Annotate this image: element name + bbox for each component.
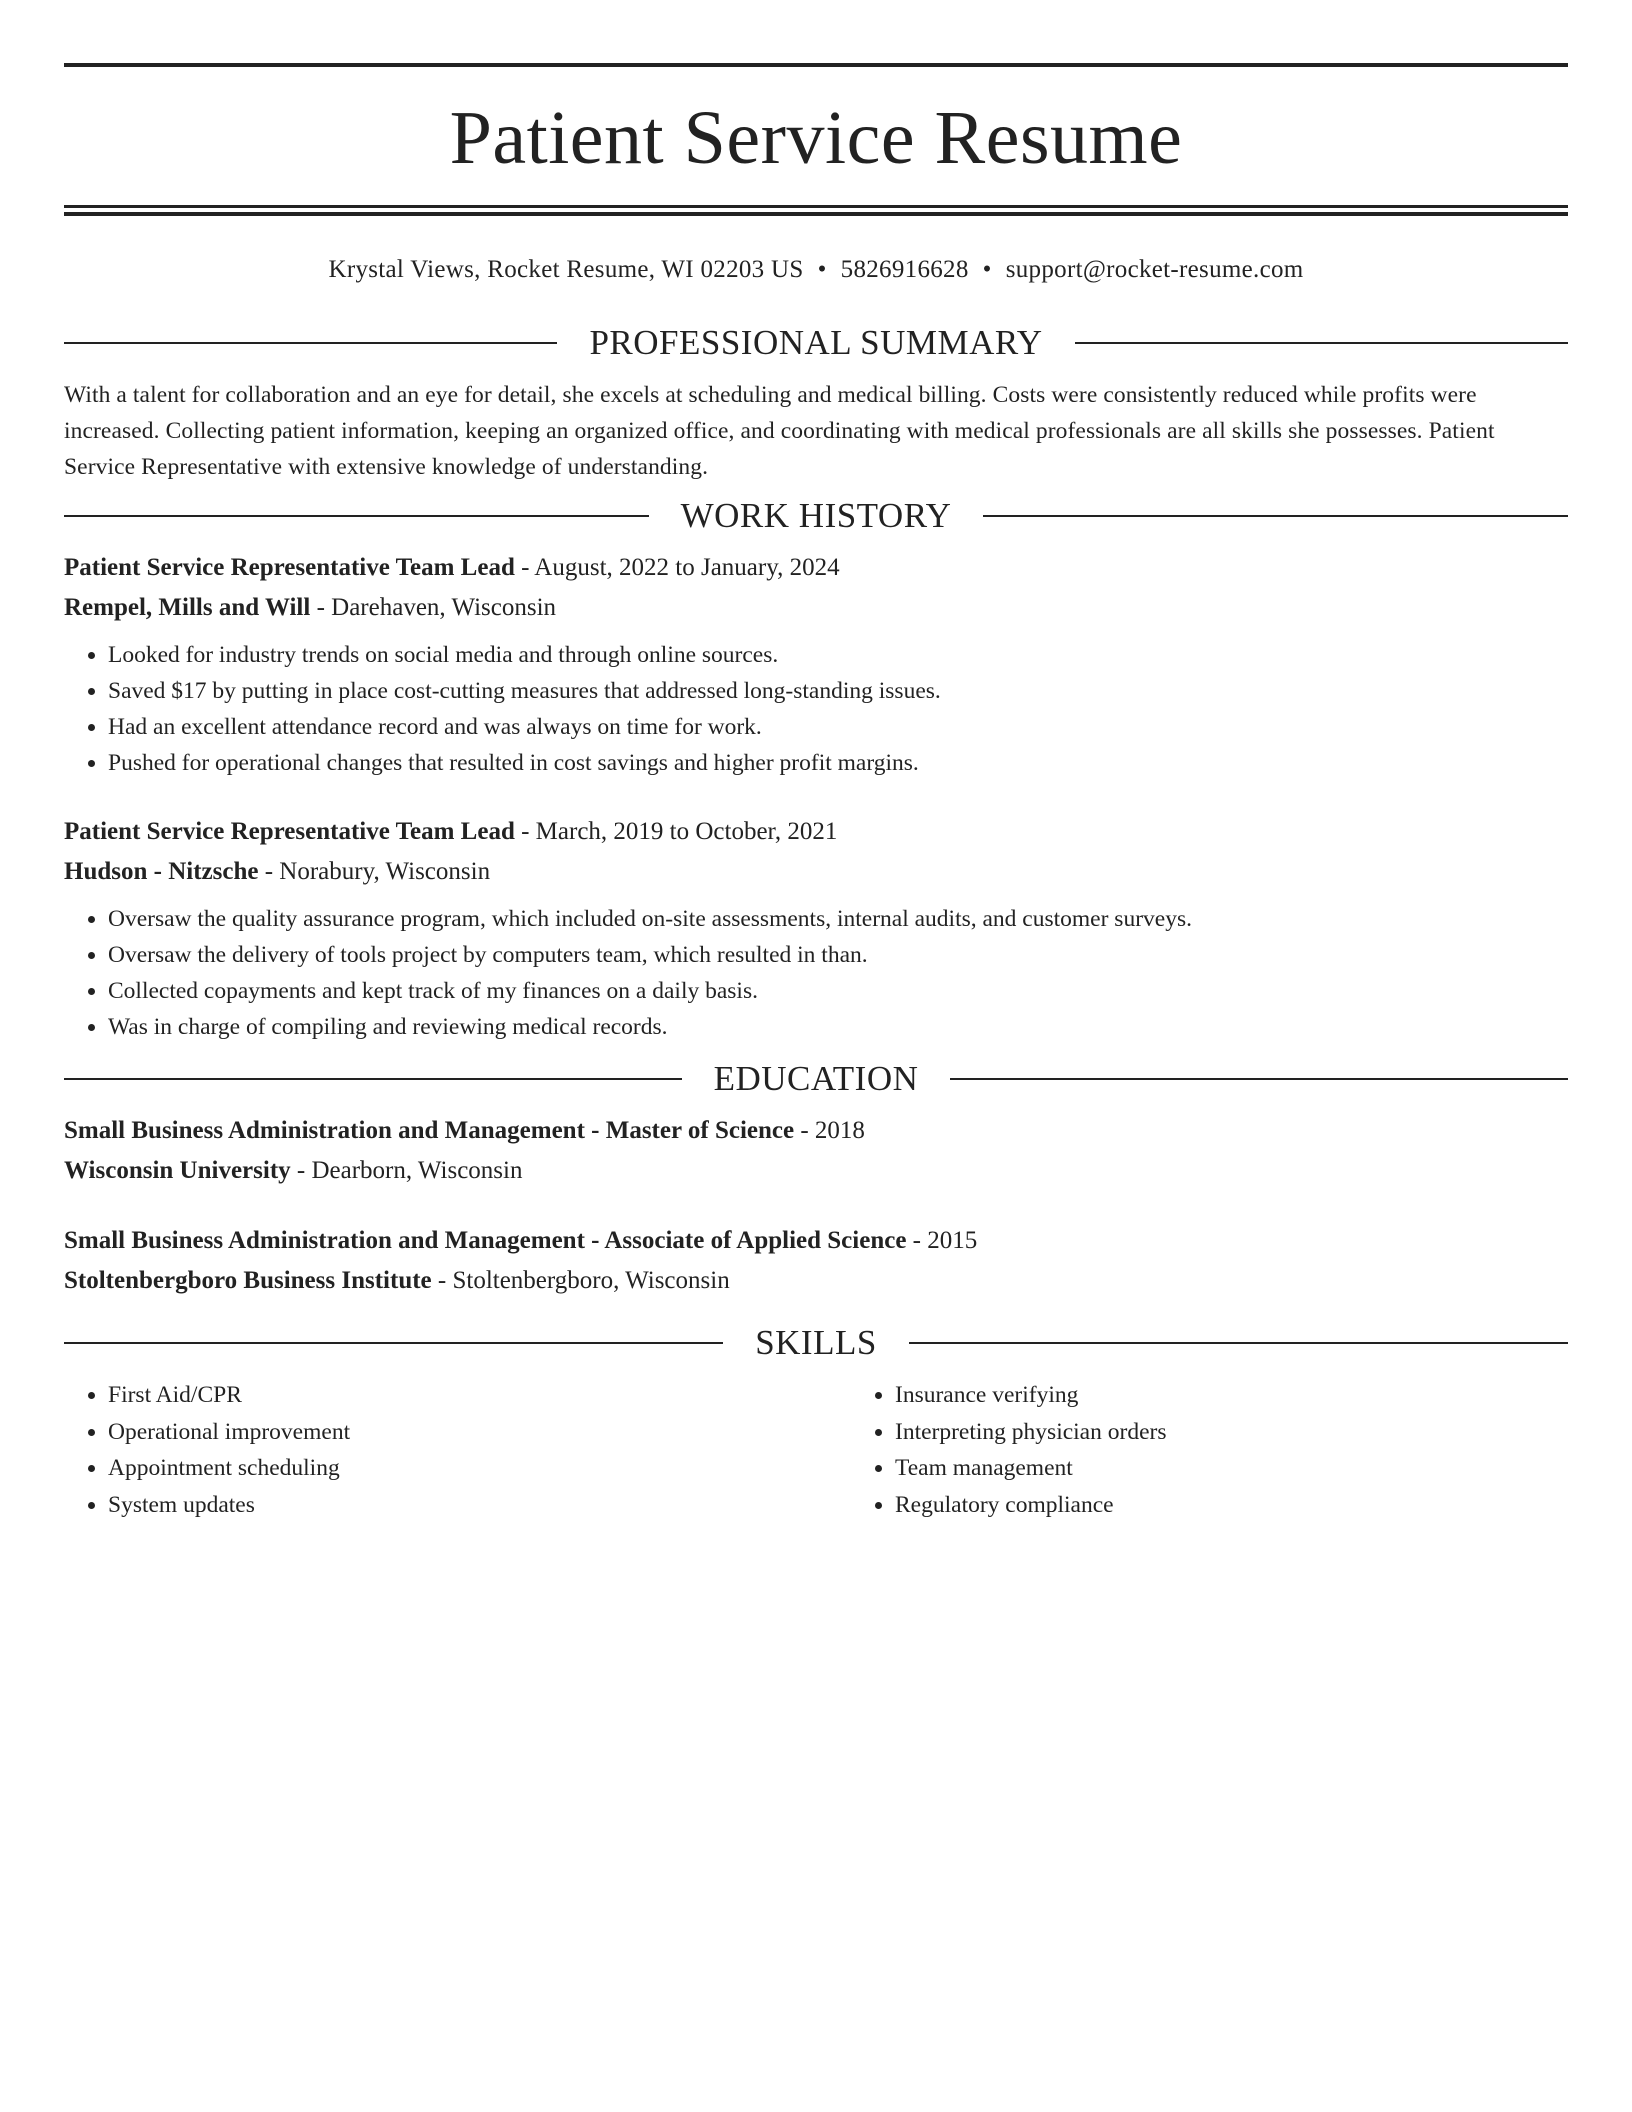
work-heading-label: WORK HISTORY: [680, 496, 952, 535]
contact-address: Krystal Views, Rocket Resume, WI 02203 US: [328, 256, 804, 283]
job-bullet: • Was in charge of compiling and reviewing medical records.: [108, 1009, 1568, 1045]
job-title: Patient Service Representative Team Lead: [64, 554, 515, 581]
job-location: Darehaven, Wisconsin: [331, 594, 557, 621]
school-location: Dearborn, Wisconsin: [311, 1157, 523, 1184]
job-entry: [64, 548, 1568, 781]
contact-email: support@rocket-resume.com: [1005, 256, 1304, 283]
job-dates: August, 2022 to January, 2024: [534, 554, 840, 581]
heading-rule: [64, 342, 557, 344]
skill-item: • Interpreting physician orders: [895, 1414, 1632, 1451]
school: Stoltenbergboro Business Institute: [64, 1267, 432, 1294]
job-company: Rempel, Mills and Will: [64, 594, 311, 621]
job-dates: March, 2019 to October, 2021: [535, 818, 838, 845]
top-rule: [64, 63, 1568, 67]
degree-year: 2018: [814, 1117, 865, 1144]
heading-rule: [64, 1342, 723, 1344]
job-title: Patient Service Representative Team Lead: [64, 818, 515, 845]
job-title-line: Patient Service Representative Team Lead - August, 2022 to January, 2024: [64, 554, 840, 581]
job-company-line: Hudson - Nitzsche - Norabury, Wisconsin: [64, 858, 491, 885]
summary-text: With a talent for collaboration and an eye for detail, she excels at scheduling and medical billing. Costs were consistently reduced while profits were increased. Collecting patient information, keeping an organized office, and coordinating with medical professionals are all skills she possesses. Patient Service Representative with extensive knowledge of understanding.: [64, 382, 1495, 480]
heading-rule: [64, 515, 649, 517]
skill-item: • Operational improvement: [108, 1414, 851, 1451]
work-heading: [64, 496, 1568, 536]
degree: Small Business Administration and Management - Master of Science: [64, 1117, 795, 1144]
education-heading-label: EDUCATION: [713, 1059, 919, 1098]
school: Wisconsin University: [64, 1157, 291, 1184]
skills-list-right: [851, 1377, 1632, 1523]
heading-rule: [64, 1078, 682, 1080]
skills-heading-label: SKILLS: [755, 1323, 877, 1362]
job-bullet: • Oversaw the quality assurance program, which included on-site assessments, internal audits, and customer surveys.: [108, 901, 1568, 937]
contact-phone: 5826916628: [840, 256, 969, 283]
skill-item: • Insurance verifying: [895, 1377, 1632, 1414]
school-line: Stoltenbergboro Business Institute - Stoltenbergboro, Wisconsin: [64, 1267, 730, 1294]
heading-rule: [983, 515, 1568, 517]
education-entry: [64, 1111, 1568, 1191]
contact-separator: •: [817, 256, 827, 283]
job-bullet: • Saved $17 by putting in place cost-cutting measures that addressed long-standing issues.: [108, 673, 1568, 709]
double-rule: [64, 205, 1568, 216]
resume-title: Patient Service Resume: [449, 96, 1183, 180]
resume-page: [64, 63, 1568, 1523]
school-location: Stoltenbergboro, Wisconsin: [452, 1267, 730, 1294]
heading-rule: [909, 1342, 1568, 1344]
summary-heading-label: PROFESSIONAL SUMMARY: [589, 323, 1043, 362]
degree-year: 2015: [927, 1227, 978, 1254]
job-bullets: [64, 637, 1568, 781]
skills-list-left: [64, 1377, 851, 1523]
job-bullet: • Oversaw the delivery of tools project by computers team, which resulted in than.: [108, 937, 1568, 973]
heading-rule: [950, 1078, 1568, 1080]
job-bullets: [64, 901, 1568, 1045]
skills-heading: [64, 1323, 1568, 1363]
job-bullet: • Had an excellent attendance record and was always on time for work.: [108, 709, 1568, 745]
degree-line: Small Business Administration and Management - Master of Science - 2018: [64, 1117, 865, 1144]
contact-separator: •: [982, 256, 992, 283]
job-bullet: • Collected copayments and kept track of my finances on a daily basis.: [108, 973, 1568, 1009]
job-entry: [64, 812, 1568, 1045]
job-location: Norabury, Wisconsin: [279, 858, 491, 885]
degree: Small Business Administration and Management - Associate of Applied Science: [64, 1227, 907, 1254]
job-company-line: Rempel, Mills and Will - Darehaven, Wisconsin: [64, 594, 557, 621]
heading-rule: [1075, 342, 1568, 344]
skill-item: • System updates: [108, 1487, 851, 1524]
job-bullet: • Pushed for operational changes that resulted in cost savings and higher profit margins.: [108, 745, 1568, 781]
skill-item: • Team management: [895, 1450, 1632, 1487]
education-entry: [64, 1221, 1568, 1301]
job-company: Hudson - Nitzsche: [64, 858, 259, 885]
skill-item: • Regulatory compliance: [895, 1487, 1632, 1524]
skills-columns: [64, 1377, 1568, 1523]
education-heading: [64, 1059, 1568, 1099]
job-bullet: • Looked for industry trends on social media and through online sources.: [108, 637, 1568, 673]
skill-item: • Appointment scheduling: [108, 1450, 851, 1487]
degree-line: Small Business Administration and Management - Associate of Applied Science - 2015: [64, 1227, 978, 1254]
school-line: Wisconsin University - Dearborn, Wisconsin: [64, 1157, 523, 1184]
contact-line: [64, 254, 1568, 286]
skill-item: • First Aid/CPR: [108, 1377, 851, 1414]
summary-heading: [64, 323, 1568, 363]
job-title-line: Patient Service Representative Team Lead - March, 2019 to October, 2021: [64, 818, 838, 845]
